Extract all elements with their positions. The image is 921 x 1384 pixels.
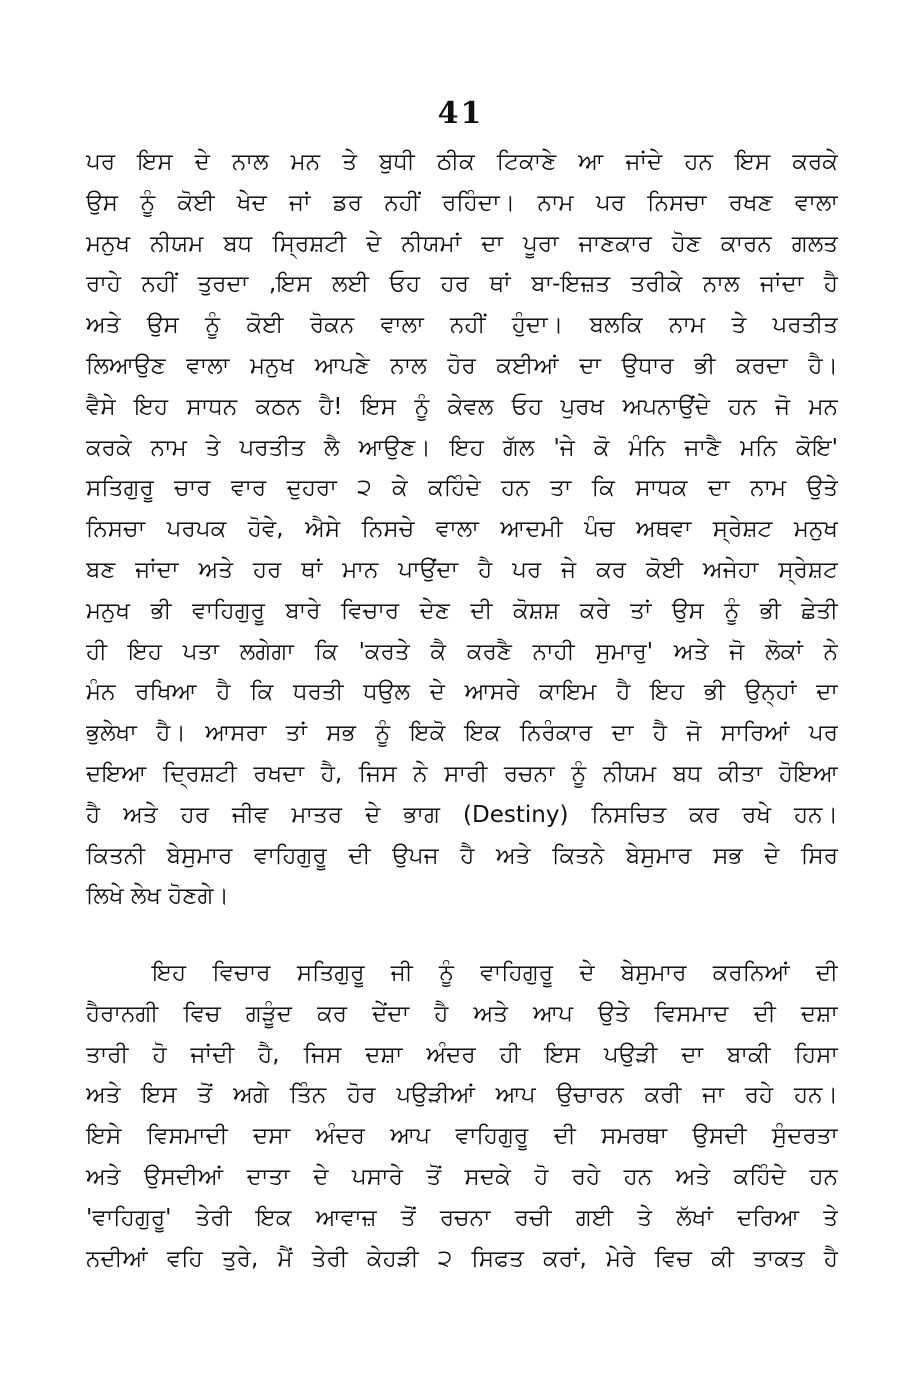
text-line: ਲਿਆਉਣ ਵਾਲਾ ਮਨੁਖ ਆਪਣੇ ਨਾਲ ਹੋਰ ਕਈਆਂ ਦਾ ਉਧਾਰ ਭੀ ਕਰਦਾ ਹੈ। [86, 352, 838, 379]
text-line: ਇਹ ਵਿਚਾਰ ਸਤਿਗੁਰੂ ਜੀ ਨੂੰ ਵਾਹਿਗੁਰੂ ਦੇ ਬੇਸੁਮਾਰ ਕਰਨਿਆਂ ਦੀ [152, 960, 838, 986]
text-line: ਨਿਸਚਾ ਪਰਪਕ ਹੋਵੇ, ਐਸੇ ਨਿਸਚੇ ਵਾਲਾ ਆਦਮੀ ਪੰਚ ਅਥਵਾ ਸ੍ਰੇਸ਼ਟ ਮਨੁਖ [86, 516, 838, 543]
text-line: ਭੁਲੇਖਾ ਹੈ। ਆਸਰਾ ਤਾਂ ਸਭ ਨੂੰ ਇਕੋ ਇਕ ਨਿਰੰਕਾਰ ਦਾ ਹੈ ਜੋ ਸਾਰਿਆਂ ਪਰ [86, 720, 838, 747]
text-line: ਹੈ ਅਤੇ ਹਰ ਜੀਵ ਮਾਤਰ ਦੇ ਭਾਗ (Destiny) ਨਿਸਚਿਤ ਕਰ ਰਖੇ ਹਨ। [86, 801, 838, 828]
text-line: ਦਇਆ ਦ੍ਰਿਸ਼ਟੀ ਰਖਦਾ ਹੈ, ਜਿਸ ਨੇ ਸਾਰੀ ਰਚਨਾ ਨੂੰ ਨੀਯਮ ਬਧ ਕੀਤਾ ਹੋਇਆ [86, 760, 838, 787]
paragraph-1 [86, 142, 838, 917]
text-line: ਇਸੇ ਵਿਸਮਾਦੀ ਦਸਾ ਅੰਦਰ ਆਪ ਵਾਹਿਗੁਰੂ ਦੀ ਸਮਰਥਾ ਉਸਦੀ ਸੁੰਦਰਤਾ [86, 1123, 838, 1150]
text-line: ਅਤੇ ਉਸਦੀਆਂ ਦਾਤਾ ਦੇ ਪਸਾਰੇ ਤੋਂ ਸਦਕੇ ਹੋ ਰਹੇ ਹਨ ਅਤੇ ਕਹਿੰਦੇ ਹਨ [86, 1163, 838, 1190]
text-line: ਕਿਤਨੀ ਬੇਸੁਮਾਰ ਵਾਹਿਗੁਰੂ ਦੀ ਉਪਜ ਹੈ ਅਤੇ ਕਿਤਨੇ ਬੇਸੁਮਾਰ ਸਭ ਦੇ ਸਿਰ [86, 842, 838, 869]
text-line: ਪਰ ਇਸ ਦੇ ਨਾਲ ਮਨ ਤੇ ਬੁਧੀ ਠੀਕ ਟਿਕਾਣੇ ਆ ਜਾਂਦੇ ਹਨ ਇਸ ਕਰਕੇ [86, 149, 838, 175]
text-line: ਅਤੇ ਇਸ ਤੋਂ ਅਗੇ ਤਿੰਨ ਹੋਰ ਪਉੜੀਆਂ ਆਪ ਉਚਾਰਨ ਕਰੀ ਜਾ ਰਹੇ ਹਨ। [86, 1082, 838, 1109]
text-line: ਸਤਿਗੁਰੂ ਚਾਰ ਵਾਰ ਦੁਹਰਾ ੨ ਕੇ ਕਹਿੰਦੇ ਹਨ ਤਾ ਕਿ ਸਾਧਕ ਦਾ ਨਾਮ ਉਤੇ [86, 475, 838, 502]
text-line: ਲਿਖੇ ਲੇਖ ਹੋਣਗੇ। [86, 883, 229, 910]
text-line: ਮਨੁਖ ਨੀਯਮ ਬਧ ਸ੍ਰਿਸ਼ਟੀ ਦੇ ਨੀਯਮਾਂ ਦਾ ਪੂਰਾ ਜਾਣਕਾਰ ਹੋਣ ਕਾਰਨ ਗਲਤ [86, 230, 838, 257]
page-number: 41 [437, 96, 484, 131]
text-line: ਮਨੁਖ ਭੀ ਵਾਹਿਗੁਰੂ ਬਾਰੇ ਵਿਚਾਰ ਦੇਣ ਦੀ ਕੋਸ਼ਸ਼ ਕਰੇ ਤਾਂ ਉਸ ਨੂੰ ਭੀ ਛੇਤੀ [86, 597, 838, 624]
text-line: ਕਰਕੇ ਨਾਮ ਤੇ ਪਰਤੀਤ ਲੈ ਆਉਣ। ਇਹ ਗੱਲ 'ਜੇ ਕੋ ਮੰਨਿ ਜਾਣੈ ਮਨਿ ਕੋਇ' [86, 434, 838, 461]
text-line: ਨਦੀਆਂ ਵਹਿ ਤੁਰੇ, ਮੈਂ ਤੇਰੀ ਕੇਹੜੀ ੨ ਸਿਫਤ ਕਰਾਂ, ਮੇਰੇ ਵਿਚ ਕੀ ਤਾਕਤ ਹੈ [86, 1245, 838, 1272]
text-line: ਅਤੇ ਉਸ ਨੂੰ ਕੋਈ ਰੋਕਨ ਵਾਲਾ ਨਹੀਂ ਹੁੰਦਾ। ਬਲਕਿ ਨਾਮ ਤੇ ਪਰਤੀਤ [86, 312, 838, 339]
text-line: ਵੈਸੇ ਇਹ ਸਾਧਨ ਕਠਨ ਹੈ! ਇਸ ਨੂੰ ਕੇਵਲ ਓਹ ਪੁਰਖ ਅਪਨਾਉਂਦੇ ਹਨ ਜੋ ਮਨ [86, 393, 838, 420]
text-line: ਮੰਨ ਰਖਿਆ ਹੈ ਕਿ ਧਰਤੀ ਧਉਲ ਦੇ ਆਸਰੇ ਕਾਇਮ ਹੈ ਇਹ ਭੀ ਉਨ੍ਹਾਂ ਦਾ [86, 679, 838, 706]
text-line: ਰਾਹੇ ਨਹੀਂ ਤੁਰਦਾ ,ਇਸ ਲਈ ਓਹ ਹਰ ਥਾਂ ਬਾ-ਇਜ਼ਤ ਤਰੀਕੇ ਨਾਲ ਜਾਂਦਾ ਹੈ [86, 271, 838, 298]
paragraph-2 [86, 953, 838, 1279]
text-line: ਬਣ ਜਾਂਦਾ ਅਤੇ ਹਰ ਥਾਂ ਮਾਨ ਪਾਉਂਦਾ ਹੈ ਪਰ ਜੇ ਕਰ ਕੋਈ ਅਜੇਹਾ ਸ੍ਰੇਸ਼ਟ [86, 556, 838, 583]
text-line: ਹੀ ਇਹ ਪਤਾ ਲਗੇਗਾ ਕਿ 'ਕਰਤੇ ਕੈ ਕਰਣੈ ਨਾਹੀ ਸੁਮਾਰੁ' ਅਤੇ ਜੋ ਲੋਕਾਂ ਨੇ [86, 638, 838, 665]
text-line: ਉਸ ਨੂੰ ਕੋਈ ਖੇਦ ਜਾਂ ਡਰ ਨਹੀਂ ਰਹਿੰਦਾ। ਨਾਮ ਪਰ ਨਿਸਚਾ ਰਖਣ ਵਾਲਾ [86, 189, 838, 216]
text-line: ਤਾਰੀ ਹੋ ਜਾਂਦੀ ਹੈ, ਜਿਸ ਦਸ਼ਾ ਅੰਦਰ ਹੀ ਇਸ ਪਉੜੀ ਦਾ ਬਾਕੀ ਹਿਸਾ [86, 1041, 838, 1068]
text-line: ਹੈਰਾਨਗੀ ਵਿਚ ਗੜੂੰਦ ਕਰ ਦੇਂਦਾ ਹੈ ਅਤੇ ਆਪ ਉਤੇ ਵਿਸਮਾਦ ਦੀ ਦਸ਼ਾ [86, 1000, 838, 1027]
text-line: 'ਵਾਹਿਗੁਰੂ' ਤੇਰੀ ਇਕ ਆਵਾਜ਼ ਤੋਂ ਰਚਨਾ ਰਚੀ ਗਈ ਤੇ ਲੱਖਾਂ ਦਰਿਆ ਤੇ [86, 1204, 838, 1231]
